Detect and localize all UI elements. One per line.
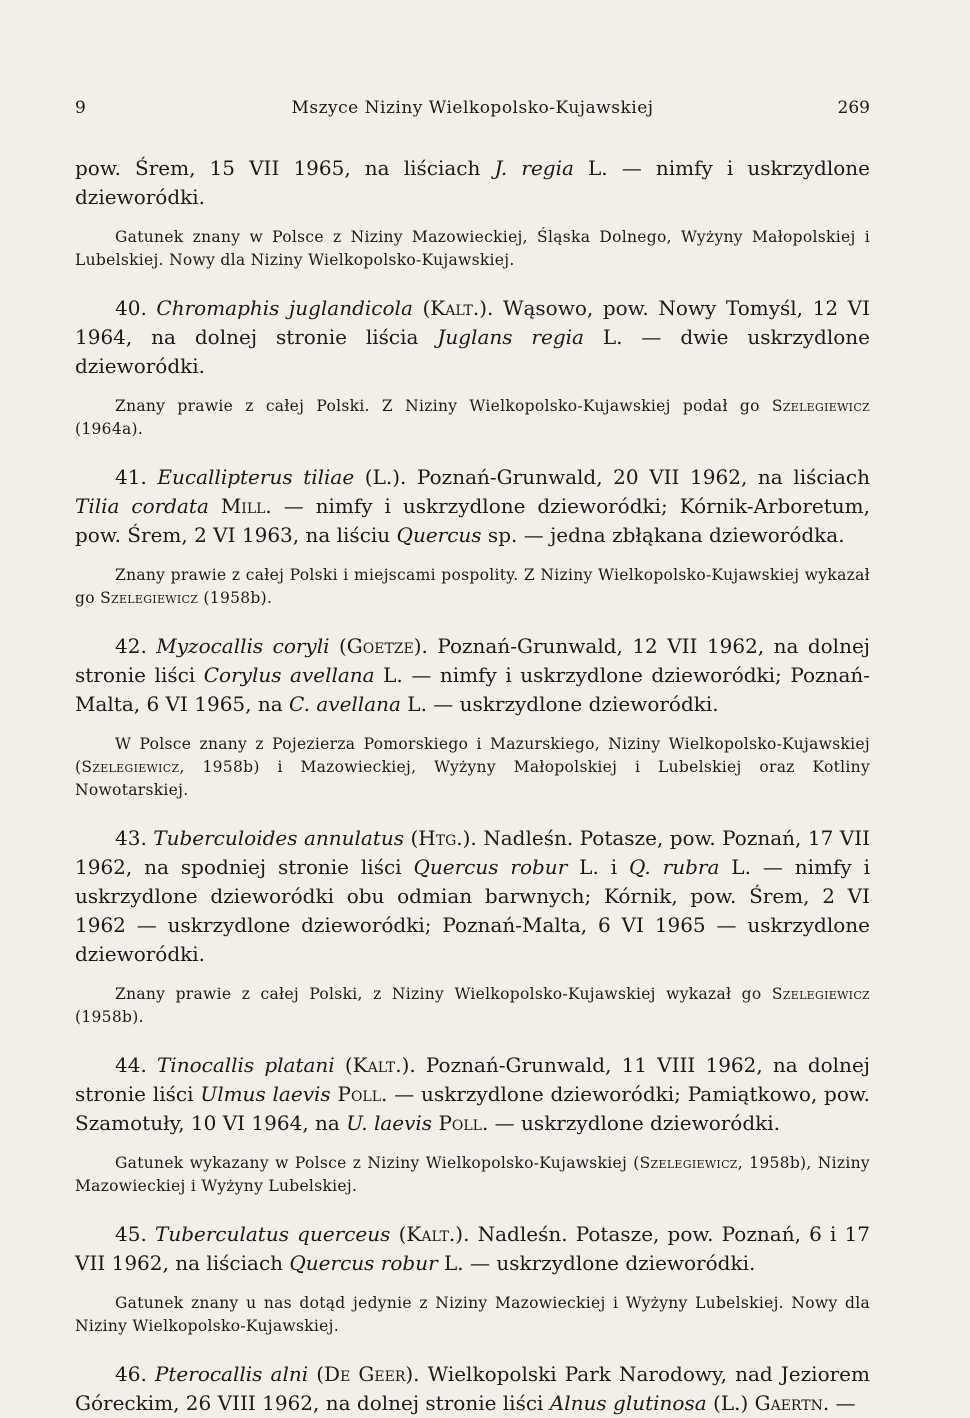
- text-run: 41.: [115, 465, 158, 489]
- distribution-note: [75, 226, 870, 272]
- distribution-note: [75, 395, 870, 441]
- species-entry: [75, 294, 870, 381]
- text-run: 43.: [115, 826, 154, 850]
- text-run: , 1958b), Niziny Mazowieckiej i Wyżyny Lubelskiej.: [75, 1154, 870, 1195]
- taxon-name: Tinocallis platani: [156, 1053, 335, 1077]
- species-entry: [75, 1360, 870, 1418]
- page-number-left: 9: [75, 98, 86, 118]
- running-header: [75, 98, 870, 118]
- text-run: Znany prawie z całej Polski, z Niziny Wielkopolsko-Kujawskiej wykazał go: [115, 985, 772, 1003]
- author-name: De Geer: [324, 1362, 406, 1386]
- text-run: (: [404, 826, 419, 850]
- text-run: ). Wielkopolski Park Narodowy, nad Jeziorem Góreckim, 26 VIII 1962, na dolnej stronie liści: [75, 1362, 870, 1415]
- text-run: sp. — jedna zbłąkana dzieworódka.: [481, 523, 845, 547]
- text-run: — nimfy i uskrzydlone dzieworódki; Kórnik-Arboretum, pow. Śrem, 2 VI 1963, na liściu: [75, 494, 870, 547]
- text-run: [209, 494, 221, 518]
- text-run: Znany prawie z całej Polski i miejscami pospolity. Z Niziny Wielkopolsko-Kujawskiej wykazał go: [75, 566, 870, 607]
- text-run: L. — uskrzydlone dzieworódki.: [437, 1251, 756, 1275]
- author-name: Gaertn.: [754, 1391, 830, 1415]
- species-entry: [75, 824, 870, 969]
- author-name: Htg.: [418, 826, 463, 850]
- page-number-right: 269: [837, 98, 870, 118]
- taxon-name: Tuberculoides annulatus: [153, 826, 405, 850]
- text-run: (: [308, 1362, 325, 1386]
- text-run: ). Nadleśn. Potasze, pow. Poznań, 17 VII 1962, na spodniej stronie liści: [75, 826, 870, 879]
- author-name: Szelegiewicz: [771, 985, 870, 1003]
- text-run: (1958b).: [198, 589, 273, 607]
- text-run: 46.: [115, 1362, 155, 1386]
- text-run: (1964a).: [75, 420, 144, 438]
- text-run: (: [329, 634, 347, 658]
- taxon-name: Juglans regia: [437, 325, 584, 349]
- text-run: 45.: [115, 1222, 155, 1246]
- species-entry: [75, 154, 870, 212]
- text-run: ). Poznań-Grunwald, 12 VII 1962, na dolnej stronie liści: [75, 634, 870, 687]
- text-run: L. — nimfy i uskrzydlone dzieworódki obu odmian barwnych; Kórnik, pow. Śrem, 2 VI 1962 — uskrzydlone dzieworódki; Poznań-Malta, 6 VI 1965 — uskrzydlone dzieworódki.: [75, 855, 870, 966]
- author-name: Poll.: [438, 1111, 489, 1135]
- running-title: Mszyce Niziny Wielkopolsko-Kujawskiej: [291, 98, 654, 118]
- taxon-name: Quercus: [396, 523, 482, 547]
- taxon-name: Tilia cordata: [75, 494, 209, 518]
- text-run: Gatunek znany w Polsce z Niziny Mazowieckiej, Śląska Dolnego, Wyżyny Małopolskiej i Lubelskiej. Nowy dla Niziny Wielkopolsko-Kujawskiej.: [75, 228, 870, 269]
- text-run: ). Nadleśn. Potasze, pow. Poznań, 6 i 17 VII 1962, na liściach: [75, 1222, 870, 1275]
- taxon-name: Quercus robur: [413, 855, 568, 879]
- distribution-note: [75, 564, 870, 610]
- taxon-name: Pterocallis alni: [154, 1362, 309, 1386]
- taxon-name: Ulmus laevis: [200, 1082, 331, 1106]
- text-run: ). Wąsowo, pow. Nowy Tomyśl, 12 VI 1964, na dolnej stronie liścia: [75, 296, 870, 349]
- text-run: Gatunek znany u nas dotąd jedynie z Niziny Mazowieckiej i Wyżyny Lubelskiej. Nowy dla Niziny Wielkopolsko-Kujawskiej.: [75, 1294, 870, 1335]
- text-run: L. i: [567, 855, 630, 879]
- species-entry: [75, 1220, 870, 1278]
- text-run: L. — uskrzydlone dzieworódki.: [400, 692, 719, 716]
- author-name: Szelegiewicz: [639, 1154, 738, 1172]
- author-name: Szelegiewicz: [81, 758, 180, 776]
- text-run: 42.: [115, 634, 157, 658]
- distribution-note: [75, 733, 870, 802]
- text-run: (L.). Poznań-Grunwald, 20 VII 1962, na liściach: [354, 465, 870, 489]
- text-run: 40.: [115, 296, 157, 320]
- author-name: Kalt.: [352, 1053, 402, 1077]
- text-run: (1958b).: [75, 1008, 144, 1026]
- author-name: Mill.: [220, 494, 272, 518]
- text-run: , 1958b) i Mazowieckiej, Wyżyny Małopolskiej i Lubelskiej oraz Kotliny Nowotarskiej.: [75, 758, 870, 799]
- taxon-name: Eucallipterus tiliae: [157, 465, 355, 489]
- taxon-name: J. regia: [494, 156, 574, 180]
- text-run: (L.): [706, 1391, 755, 1415]
- distribution-note: [75, 983, 870, 1029]
- taxon-name: Corylus avellana: [203, 663, 375, 687]
- author-name: Szelegiewicz: [771, 397, 870, 415]
- text-run: 44.: [115, 1053, 157, 1077]
- taxon-name: C. avellana: [289, 692, 401, 716]
- text-run: (: [334, 1053, 353, 1077]
- species-entry: [75, 632, 870, 719]
- text-run: (: [412, 296, 431, 320]
- text-run: W Polsce znany z Pojezierza Pomorskiego i Mazurskiego, Niziny Wielkopolsko-Kujawskiej (: [75, 735, 870, 776]
- text-run: — uskrzydlone dzieworódki; Pamiątkowo, pow. Szamotuły, 10 VI 1964, na: [75, 1082, 870, 1135]
- text-run: — uskrzydlone dzieworódki.: [488, 1111, 781, 1135]
- species-entry: [75, 1051, 870, 1138]
- distribution-note: [75, 1292, 870, 1338]
- text-run: [331, 1082, 338, 1106]
- text-run: L. — nimfy i uskrzydlone dzieworódki; Poznań-Malta, 6 VI 1965, na: [75, 663, 871, 716]
- author-name: Szelegiewicz: [100, 589, 199, 607]
- text-run: Znany prawie z całej Polski. Z Niziny Wielkopolsko-Kujawskiej podał go: [115, 397, 772, 415]
- taxon-name: Q. rubra: [629, 855, 720, 879]
- text-run: L. — nimfy i uskrzydlone dzieworódki.: [75, 156, 871, 209]
- page: [75, 98, 870, 1418]
- text-run: (: [390, 1222, 407, 1246]
- author-name: Poll.: [337, 1082, 388, 1106]
- taxon-name: Chromaphis juglandicola: [156, 296, 413, 320]
- text-run: ). Poznań-Grunwald, 11 VIII 1962, na dolnej stronie liści: [75, 1053, 870, 1106]
- distribution-note: [75, 1152, 870, 1198]
- taxon-name: Quercus robur: [289, 1251, 438, 1275]
- taxon-name: U. laevis: [346, 1111, 433, 1135]
- taxon-name: Myzocallis coryli: [156, 634, 330, 658]
- text-run: Gatunek wykazany w Polsce z Niziny Wielkopolsko-Kujawskiej (: [115, 1154, 640, 1172]
- text-run: L. — dwie uskrzydlone dzieworódki.: [75, 325, 870, 378]
- page-body: [75, 154, 870, 1418]
- author-name: Kalt.: [430, 296, 480, 320]
- author-name: Goetze: [346, 634, 414, 658]
- taxon-name: Alnus glutinosa: [549, 1391, 707, 1415]
- text-run: pow. Śrem, 15 VII 1965, na liściach: [75, 156, 495, 180]
- author-name: Kalt.: [406, 1222, 456, 1246]
- species-entry: [75, 463, 870, 550]
- taxon-name: Tuberculatus querceus: [154, 1222, 391, 1246]
- text-run: —: [829, 1391, 856, 1415]
